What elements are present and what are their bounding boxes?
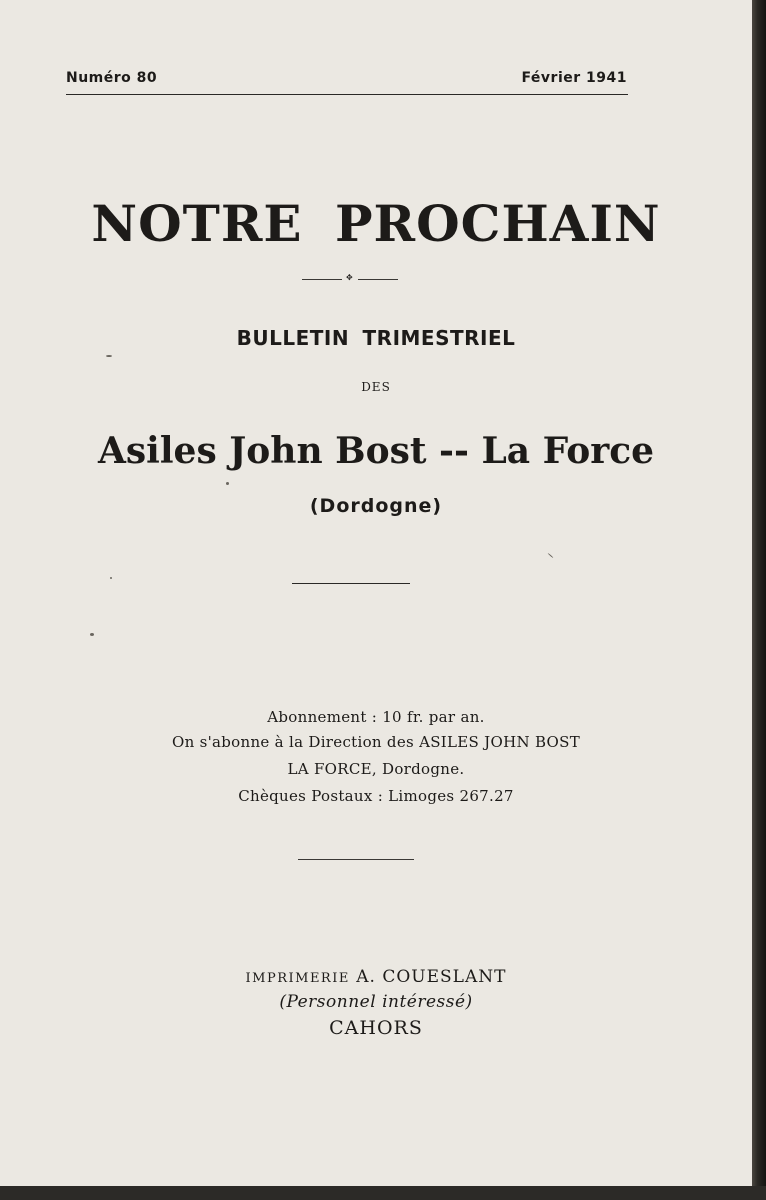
section-rule-dashed <box>298 859 414 860</box>
issue-date: Février 1941 <box>521 70 627 86</box>
page-edge-bottom <box>0 1186 766 1200</box>
section-rule <box>292 583 410 584</box>
paper-speck <box>90 633 94 636</box>
paper-speck <box>547 553 553 558</box>
region-label: (Dordogne) <box>309 495 443 517</box>
paper-speck <box>226 482 229 485</box>
paper-speck <box>110 577 112 579</box>
journal-title: NOTRE PROCHAIN <box>91 194 661 253</box>
printer-line <box>0 967 752 987</box>
issue-number: Numéro 80 <box>66 70 158 86</box>
ornament-divider: ✥ <box>302 278 398 282</box>
printer-note: (Personnel intéressé) <box>279 992 473 1012</box>
printer-name: A. COUESLANT <box>356 967 507 987</box>
header-rule <box>66 94 628 95</box>
institution-name: Asiles John Bost -- La Force <box>97 430 655 472</box>
printer-city: CAHORS <box>329 1017 423 1039</box>
bulletin-subtitle: BULLETIN TRIMESTRIEL <box>236 326 516 350</box>
paper-speck <box>106 355 112 357</box>
subscription-address: LA FORCE, Dordogne. <box>287 760 465 778</box>
printer-label: IMPRIMERIE <box>245 971 350 986</box>
postal-cheques: Chèques Postaux : Limoges 267.27 <box>238 787 514 805</box>
page-edge-right <box>752 0 766 1200</box>
subscription-direction: On s'abonne à la Direction des ASILES JOHN BOST <box>171 733 581 751</box>
subscription-price: Abonnement : 10 fr. par an. <box>267 708 485 726</box>
des-label: DES <box>361 380 391 394</box>
